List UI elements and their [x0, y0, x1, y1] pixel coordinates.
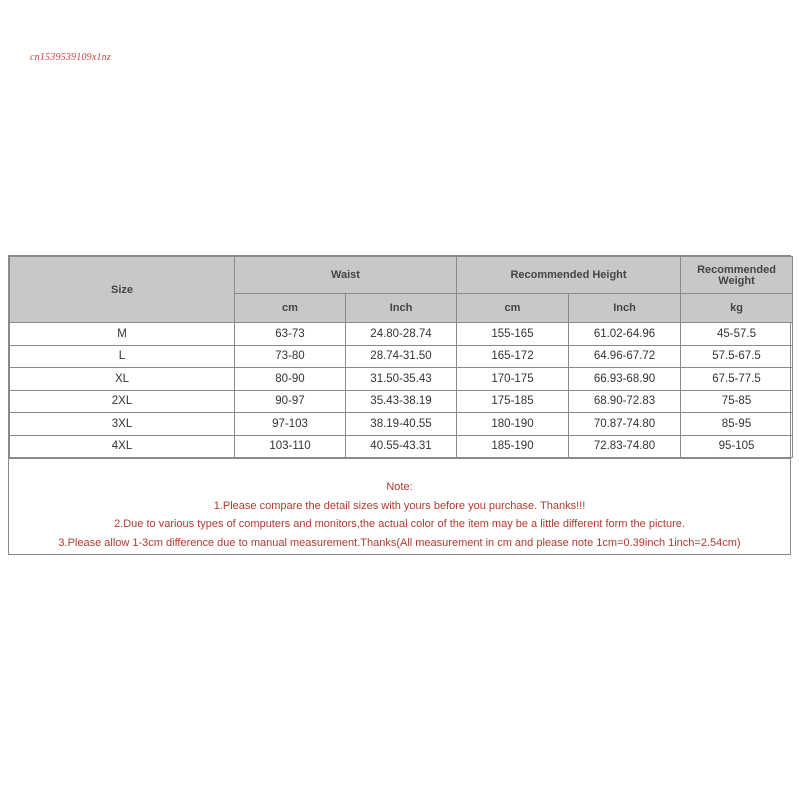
size-chart: [8, 255, 791, 555]
notes-section: [9, 458, 790, 554]
header-recommended-height: Recommended Height: [457, 257, 681, 294]
cell-size: XL: [10, 368, 235, 391]
cell-weight-kg: 45-57.5: [681, 323, 793, 346]
header-recommended-weight: Recommended Weight: [681, 257, 793, 294]
cell-weight-kg: 75-85: [681, 390, 793, 413]
cell-waist-cm: 73-80: [235, 345, 346, 368]
cell-waist-inch: 40.55-43.31: [346, 435, 457, 458]
cell-height-cm: 175-185: [457, 390, 569, 413]
cell-height-inch: 61.02-64.96: [569, 323, 681, 346]
cell-height-cm: 165-172: [457, 345, 569, 368]
table-row: [10, 413, 793, 436]
note-line-2: 2.Due to various types of computers and monitors,the actual color of the item may be a little different form the picture.: [114, 518, 685, 530]
cell-height-inch: 64.96-67.72: [569, 345, 681, 368]
cell-size: 2XL: [10, 390, 235, 413]
header-waist: Waist: [235, 257, 457, 294]
cell-height-cm: 185-190: [457, 435, 569, 458]
table-row: [10, 390, 793, 413]
cell-height-cm: 170-175: [457, 368, 569, 391]
header-size: Size: [10, 257, 235, 323]
cell-weight-kg: 57.5-67.5: [681, 345, 793, 368]
cell-size: L: [10, 345, 235, 368]
table-row: [10, 435, 793, 458]
cell-waist-inch: 35.43-38.19: [346, 390, 457, 413]
note-line-1: 1.Please compare the detail sizes with yours before you purchase. Thanks!!!: [213, 499, 586, 512]
subheader-height-cm: cm: [457, 294, 569, 323]
cell-height-inch: 72.83-74.80: [569, 435, 681, 458]
size-table: [9, 256, 793, 458]
cell-height-inch: 70.87-74.80: [569, 413, 681, 436]
cell-size: 3XL: [10, 413, 235, 436]
cell-waist-inch: 28.74-31.50: [346, 345, 457, 368]
cell-waist-cm: 103-110: [235, 435, 346, 458]
cell-weight-kg: 95-105: [681, 435, 793, 458]
cell-waist-cm: 63-73: [235, 323, 346, 346]
cell-height-cm: 155-165: [457, 323, 569, 346]
subheader-height-inch: Inch: [569, 294, 681, 323]
subheader-weight-kg: kg: [681, 294, 793, 323]
cell-height-inch: 66.93-68.90: [569, 368, 681, 391]
cell-size: M: [10, 323, 235, 346]
cell-waist-inch: 24.80-28.74: [346, 323, 457, 346]
cell-weight-kg: 67.5-77.5: [681, 368, 793, 391]
subheader-waist-cm: cm: [235, 294, 346, 323]
note-title: Note:: [386, 481, 413, 493]
cell-size: 4XL: [10, 435, 235, 458]
watermark-text: cn1539539109x1nz: [30, 52, 111, 63]
subheader-waist-inch: Inch: [346, 294, 457, 323]
table-row: [10, 323, 793, 346]
cell-height-inch: 68.90-72.83: [569, 390, 681, 413]
cell-waist-cm: 97-103: [235, 413, 346, 436]
cell-waist-cm: 80-90: [235, 368, 346, 391]
table-row: [10, 345, 793, 368]
cell-weight-kg: 85-95: [681, 413, 793, 436]
cell-waist-cm: 90-97: [235, 390, 346, 413]
table-row: [10, 368, 793, 391]
cell-waist-inch: 38.19-40.55: [346, 413, 457, 436]
note-line-3: 3.Please allow 1-3cm difference due to manual measurement.Thanks(All measurement in cm and please note 1cm=0.39inch 1inch=2.54cm): [58, 536, 741, 549]
cell-height-cm: 180-190: [457, 413, 569, 436]
cell-waist-inch: 31.50-35.43: [346, 368, 457, 391]
